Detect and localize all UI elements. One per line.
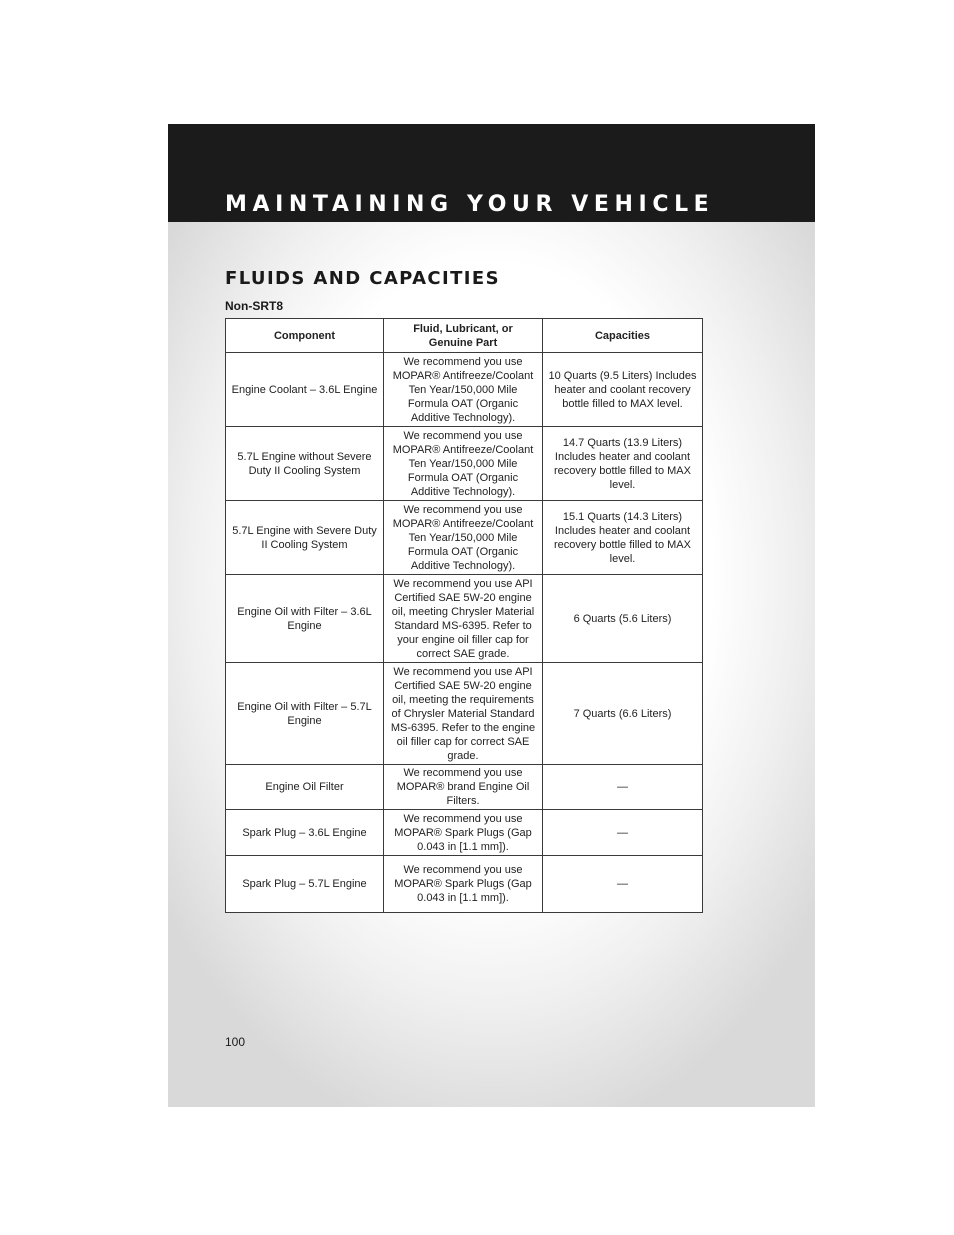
capacity-cell: —	[543, 856, 703, 913]
manual-page	[168, 124, 815, 1107]
fluid-cell: We recommend you use MOPAR® Antifreeze/Coolant Ten Year/150,000 Mile Formula OAT (Organic Additive Technology).	[384, 427, 543, 501]
component-cell: Engine Oil with Filter – 3.6L Engine	[226, 575, 384, 663]
header-band	[168, 124, 815, 222]
capacity-cell: —	[543, 765, 703, 810]
table-row	[226, 856, 703, 913]
table-row	[226, 427, 703, 501]
table-row	[226, 575, 703, 663]
column-header-component: Component	[226, 319, 384, 353]
section-subtitle: Non-SRT8	[225, 299, 283, 313]
table-row	[226, 353, 703, 427]
capacity-cell: 10 Quarts (9.5 Liters) Includes heater and coolant recovery bottle filled to MAX level.	[543, 353, 703, 427]
table-row	[226, 663, 703, 765]
fluid-cell: We recommend you use MOPAR® brand Engine Oil Filters.	[384, 765, 543, 810]
table-row	[226, 501, 703, 575]
capacity-cell: 7 Quarts (6.6 Liters)	[543, 663, 703, 765]
fluid-cell: We recommend you use MOPAR® Antifreeze/Coolant Ten Year/150,000 Mile Formula OAT (Organic Additive Technology).	[384, 353, 543, 427]
table-header-row	[226, 319, 703, 353]
component-cell: 5.7L Engine without Severe Duty II Cooling System	[226, 427, 384, 501]
fluids-capacities-table	[225, 318, 703, 913]
table-row	[226, 765, 703, 810]
component-cell: Spark Plug – 3.6L Engine	[226, 810, 384, 856]
capacity-cell: 6 Quarts (5.6 Liters)	[543, 575, 703, 663]
component-cell: Engine Oil Filter	[226, 765, 384, 810]
fluid-cell: We recommend you use API Certified SAE 5W-20 engine oil, meeting Chrysler Material Standard MS-6395. Refer to your engine oil filler cap for correct SAE grade.	[384, 575, 543, 663]
table-row	[226, 810, 703, 856]
chapter-title: MAINTAINING YOUR VEHICLE	[225, 192, 715, 217]
column-header-fluid: Fluid, Lubricant, or Genuine Part	[384, 319, 543, 353]
page-number: 100	[225, 1035, 246, 1049]
fluid-cell: We recommend you use API Certified SAE 5W-20 engine oil, meeting the requirements of Chrysler Material Standard MS-6395. Refer to the engine oil filler cap for correct SAE grade.	[384, 663, 543, 765]
fluid-cell: We recommend you use MOPAR® Spark Plugs (Gap 0.043 in [1.1 mm]).	[384, 856, 543, 913]
fluid-cell: We recommend you use MOPAR® Antifreeze/Coolant Ten Year/150,000 Mile Formula OAT (Organic Additive Technology).	[384, 501, 543, 575]
component-cell: Engine Coolant – 3.6L Engine	[226, 353, 384, 427]
capacity-cell: 15.1 Quarts (14.3 Liters) Includes heater and coolant recovery bottle filled to MAX level.	[543, 501, 703, 575]
component-cell: Spark Plug – 5.7L Engine	[226, 856, 384, 913]
capacity-cell: 14.7 Quarts (13.9 Liters) Includes heater and coolant recovery bottle filled to MAX level.	[543, 427, 703, 501]
fluid-cell: We recommend you use MOPAR® Spark Plugs (Gap 0.043 in [1.1 mm]).	[384, 810, 543, 856]
component-cell: 5.7L Engine with Severe Duty II Cooling System	[226, 501, 384, 575]
capacity-cell: —	[543, 810, 703, 856]
column-header-capacities: Capacities	[543, 319, 703, 353]
section-title: FLUIDS AND CAPACITIES	[225, 268, 500, 289]
component-cell: Engine Oil with Filter – 5.7L Engine	[226, 663, 384, 765]
